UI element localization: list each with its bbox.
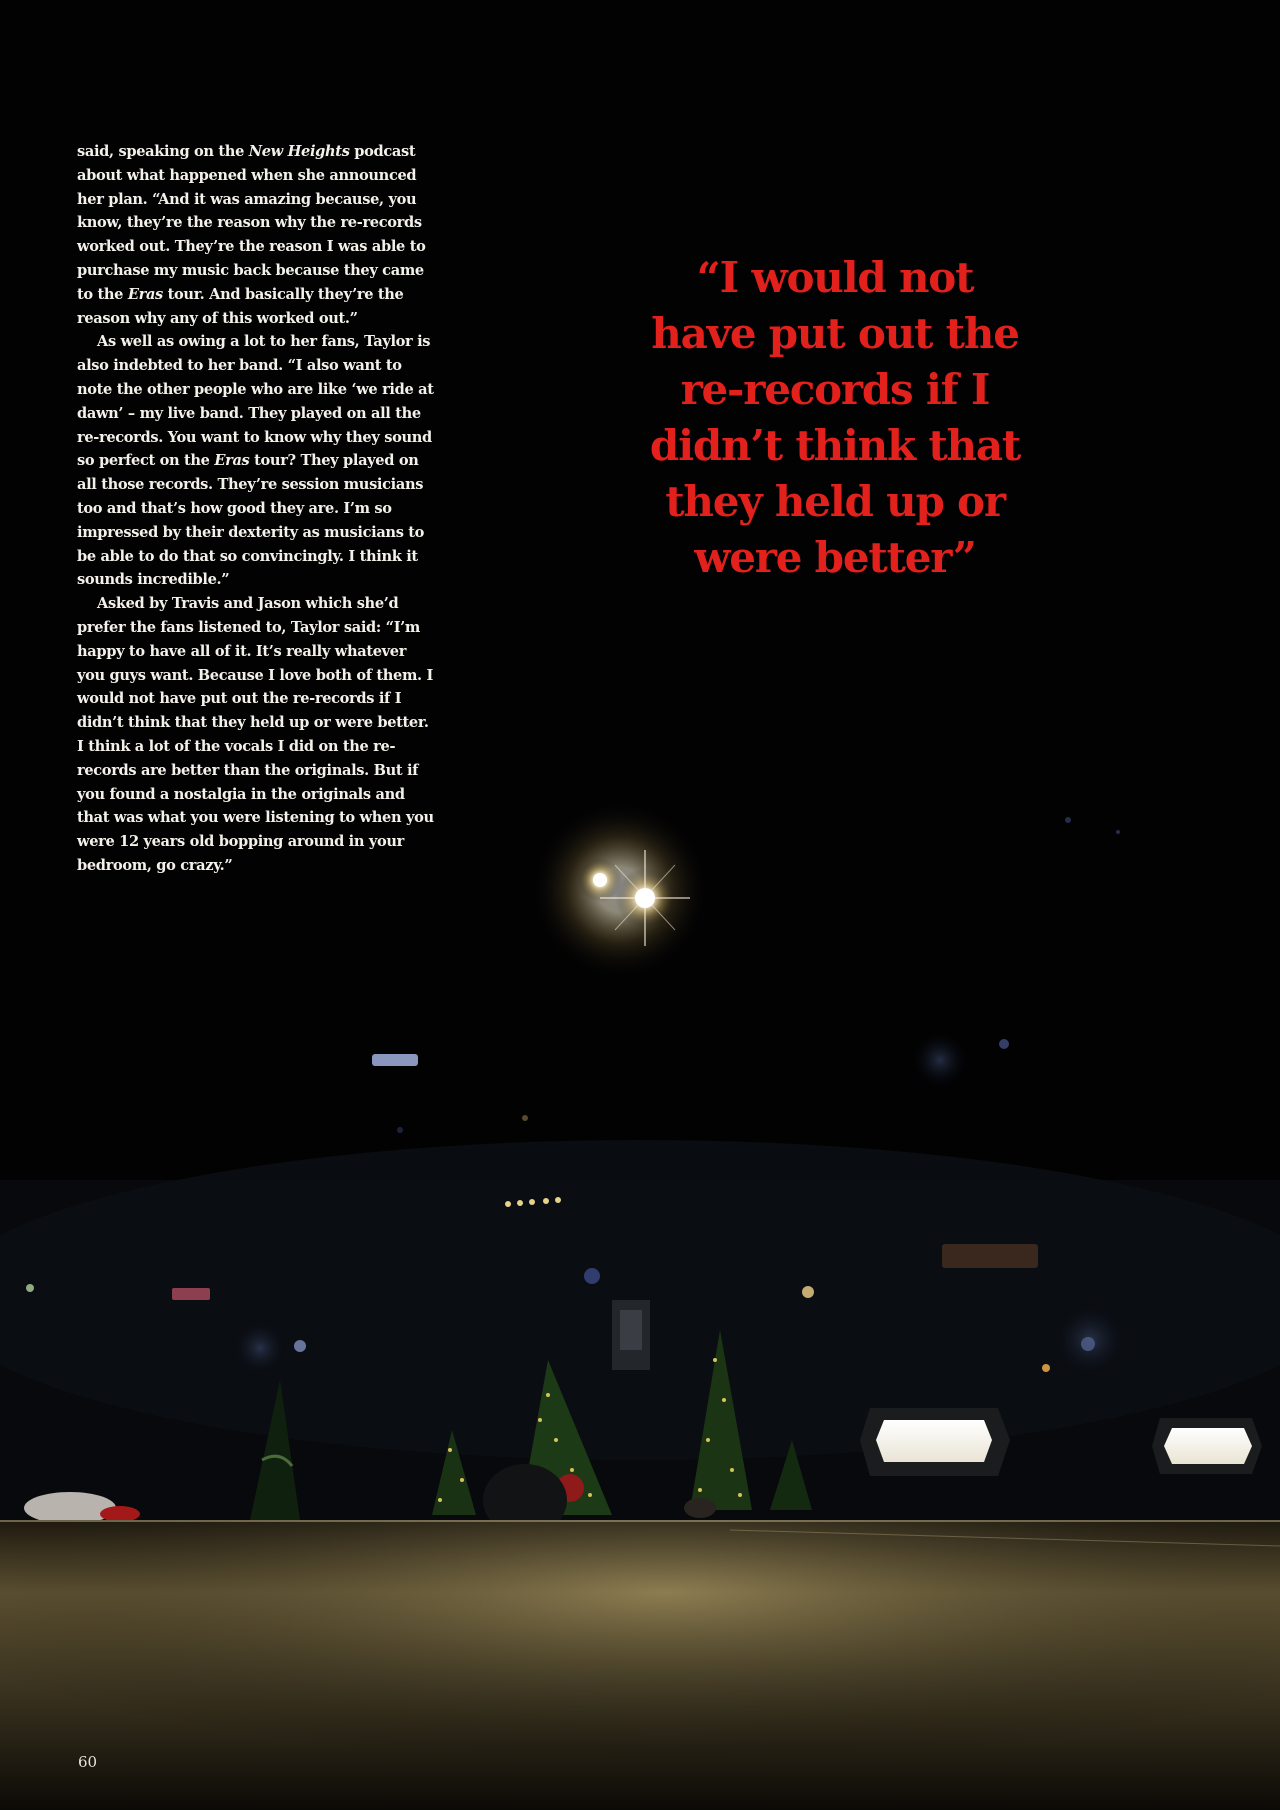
stage-floor	[0, 1520, 1280, 1810]
article-paragraph	[77, 330, 437, 592]
text-run: As well as owing a lot to her fans, Taylor is also indebted to her band. “I also want to note the other people who are like ‘we ride at dawn’ – my live band. They played on all the re-records. You want to know why they sound so perfect on the	[77, 333, 434, 470]
text-run: podcast about what happened when she announced her plan. “And it was amazing because, you know, they’re the reason why the re-records worked out. They’re the reason I was able to purchase my music back because they came to the	[77, 143, 426, 303]
page-number: 60	[78, 1753, 98, 1771]
article-body	[77, 140, 437, 878]
pull-quote	[630, 250, 1040, 586]
article-paragraph	[77, 592, 437, 878]
pull-quote-line: have put out the	[651, 309, 1019, 358]
spotlight	[530, 800, 710, 980]
article-paragraph	[77, 140, 437, 330]
text-run: tour. And basically they’re the reason why any of this worked out.”	[77, 285, 404, 327]
pull-quote-line: didn’t think that	[649, 421, 1021, 470]
pull-quote-line: were better”	[694, 533, 976, 582]
pull-quote-line: they held up or	[665, 477, 1005, 526]
pull-quote-line: re-records if I	[680, 365, 990, 414]
italic-title: Eras	[127, 285, 163, 303]
text-run: said, speaking on the	[77, 143, 249, 160]
text-run: tour? They played on all those records. They’re session musicians too and that’s how good they are. I’m so impressed by their dexterity as musicians to be able to do that so convincingly. I think it sounds incredible.”	[77, 452, 425, 589]
italic-title: Eras	[214, 452, 250, 470]
italic-title: New Heights	[248, 143, 350, 160]
pull-quote-line: “I would not	[696, 253, 974, 302]
text-run: Asked by Travis and Jason which she’d prefer the fans listened to, Taylor said: “I’m happy to have all of it. It’s really whatever you guys want. Because I love both of them. I would not have put out the re-records if I didn’t think that they held up or were better. I think a lot of the vocals I did on the re-records are better than the originals. But if you found a nostalgia in the originals and that was what you were listening to when you were 12 years old bopping around in your bedroom, go crazy.”	[77, 595, 434, 874]
